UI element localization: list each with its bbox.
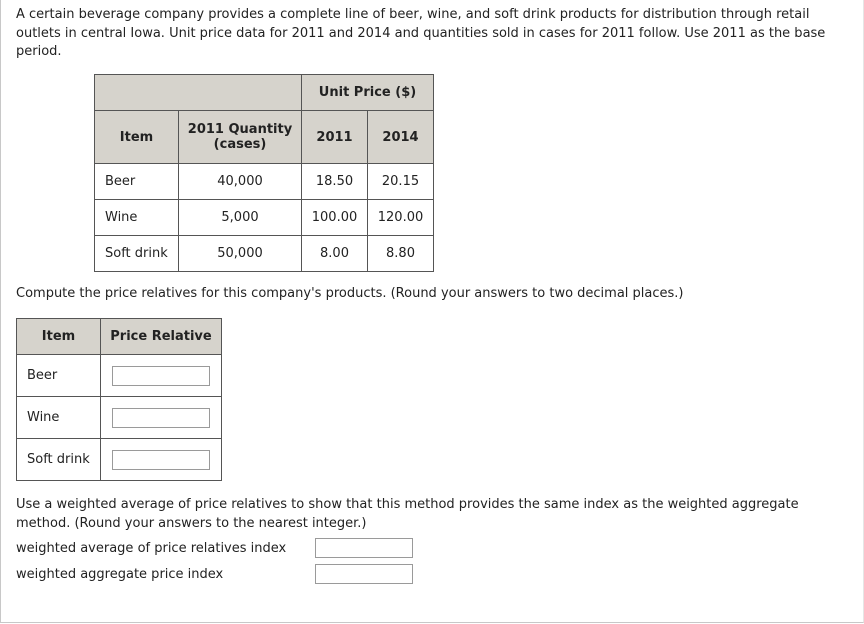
item-cell: Wine (95, 200, 179, 236)
weighted-aggregate-row (16, 567, 223, 582)
item-cell: Beer (95, 164, 179, 200)
item-cell: Wine (17, 397, 101, 439)
item-cell: Beer (17, 355, 101, 397)
weighted-aggregate-input[interactable] (315, 564, 413, 584)
table-row (17, 355, 222, 397)
table-row (95, 164, 434, 200)
price-relatives-table (16, 318, 222, 481)
price-data-table (94, 74, 434, 272)
price-2011-cell: 8.00 (302, 236, 368, 272)
wine-price-relative-input[interactable] (112, 408, 210, 428)
table-row (95, 236, 434, 272)
item-cell: Soft drink (17, 439, 101, 481)
header-unit-price: Unit Price ($) (302, 75, 434, 111)
price-2014-cell: 8.80 (368, 236, 434, 272)
weighted-average-input[interactable] (315, 538, 413, 558)
header-2014: 2014 (368, 111, 434, 164)
soft-drink-price-relative-input[interactable] (112, 450, 210, 470)
price-2011-cell: 18.50 (302, 164, 368, 200)
price-relatives-prompt: Compute the price relatives for this company's products. (Round your answers to two decimal places.) (16, 286, 684, 301)
weighted-average-row (16, 541, 286, 556)
table-row (17, 439, 222, 481)
header-item: Item (95, 111, 179, 164)
quantity-cell: 5,000 (179, 200, 302, 236)
header-quantity: 2011 Quantity (cases) (179, 111, 302, 164)
header-blank (95, 75, 302, 111)
problem-statement: A certain beverage company provides a complete line of beer, wine, and soft drink products for distribution through retail outlets in central Iowa. Unit price data for 2011 and 2014 and quantities sold in cases for 2011 follow. Use 2011 as the base period. (16, 7, 826, 59)
quantity-cell: 40,000 (179, 164, 302, 200)
price-2011-cell: 100.00 (302, 200, 368, 236)
item-cell: Soft drink (95, 236, 179, 272)
header-2011: 2011 (302, 111, 368, 164)
price-2014-cell: 20.15 (368, 164, 434, 200)
weighted-average-prompt: Use a weighted average of price relatives to show that this method provides the same index as the weighted aggregate method. (Round your answers to the nearest integer.) (16, 497, 799, 531)
quantity-cell: 50,000 (179, 236, 302, 272)
weighted-aggregate-label: weighted aggregate price index (16, 567, 224, 582)
beer-price-relative-input[interactable] (112, 366, 210, 386)
table-row (95, 200, 434, 236)
price-2014-cell: 120.00 (368, 200, 434, 236)
table-row (17, 397, 222, 439)
header-price-relative: Price Relative (101, 319, 222, 355)
weighted-average-label: weighted average of price relatives index (16, 541, 287, 556)
header-item: Item (17, 319, 101, 355)
